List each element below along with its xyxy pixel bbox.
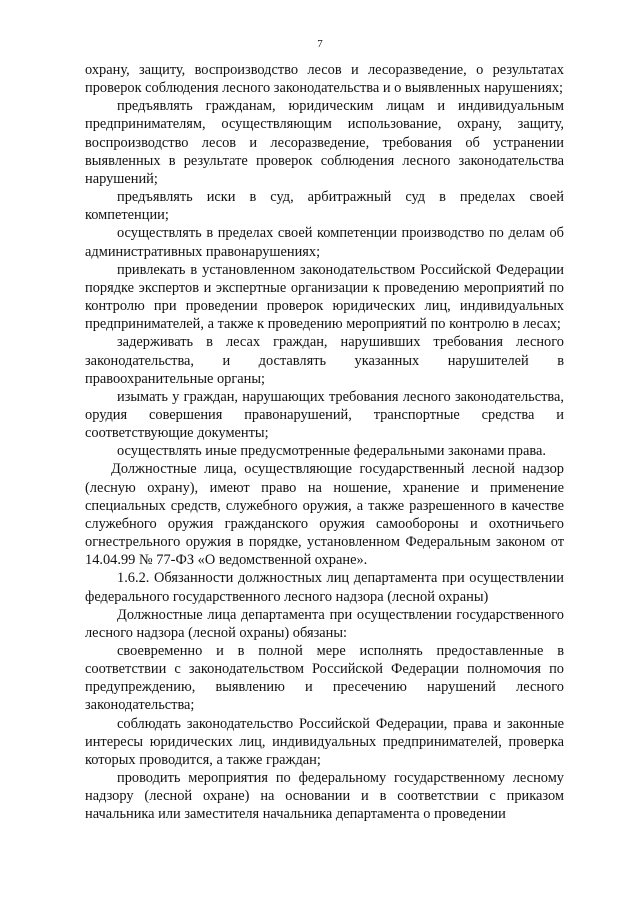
paragraph-officials-obliged: Должностные лица департамента при осуществлении государственного лесного надзора (лесной охраны) обязаны:	[85, 606, 564, 641]
paragraph-timely-execution: своевременно и в полной мере исполнять предоставленные в соответствии с законодательством Российской Федерации полномочия по предупреждению, выявлению и пресечению нарушений лесного законодательства;	[85, 643, 564, 714]
paragraph-continuation: охрану, защиту, воспроизводство лесов и лесоразведение, о результатах проверок соблюдения лесного законодательства и о выявленных нарушениях;	[85, 62, 564, 97]
paragraph-conduct-measures: проводить мероприятия по федеральному государственному лесному надзору (лесной охране) на основании и в соответствии с приказом начальника или заместителя начальника департамента о проведении	[85, 770, 564, 823]
paragraph-other-rights: осуществлять иные предусмотренные федеральными законами права.	[117, 443, 546, 460]
paragraph-weapons: Должностные лица, осуществляющие государственный лесной надзор (лесную охрану), имеют право на ношение, хранение и применение специальных средств, служебного оружия, а также разрешенного в качестве служебного оружия гражданского оружия самообороны и охотничьего огнестрельного оружия в порядке, установленном Федеральным законом от 14.04.99 № 77-ФЗ «О ведомственной охране».	[85, 461, 564, 569]
paragraph-requirements: предъявлять гражданам, юридическим лицам и индивидуальным предпринимателям, осуществляющим использование, охрану, защиту, воспроизводство лесов и лесоразведение, требования об устранении выявленных в результате проверок соблюдения лесного законодательства нарушений;	[85, 98, 564, 187]
paragraph-administrative-cases: осуществлять в пределах своей компетенции производство по делам об административных правонарушениях;	[85, 225, 564, 260]
paragraph-experts: привлекать в установленном законодательством Российской Федерации порядке экспертов и экспертные организации к проведению мероприятий по контролю при проведении проверок юридических лиц, индивидуальных предпринимателей, а также к проведению мероприятий по контролю в лесах;	[85, 261, 564, 333]
section-heading-1-6-2: 1.6.2. Обязанности должностных лиц департамента при осуществлении федерального государственного лесного надзора (лесной охраны)	[85, 570, 564, 605]
paragraph-seize: изымать у граждан, нарушающих требования лесного законодательства, орудия совершения правонарушений, транспортные средства и соответствующие документы;	[85, 388, 564, 442]
paragraph-lawsuits: предъявлять иски в суд, арбитражный суд в пределах своей компетенции;	[85, 189, 564, 224]
paragraph-detain: задерживать в лесах граждан, нарушивших требования лесного законодательства, и доставлять указанных нарушителей в правоохранительные органы;	[85, 334, 564, 387]
paragraph-comply-law: соблюдать законодательство Российской Федерации, права и законные интересы юридических лиц, индивидуальных предпринимателей, проверка которых проводится, а также граждан;	[85, 715, 564, 768]
page-number: 7	[317, 38, 323, 50]
document-body	[85, 61, 564, 824]
